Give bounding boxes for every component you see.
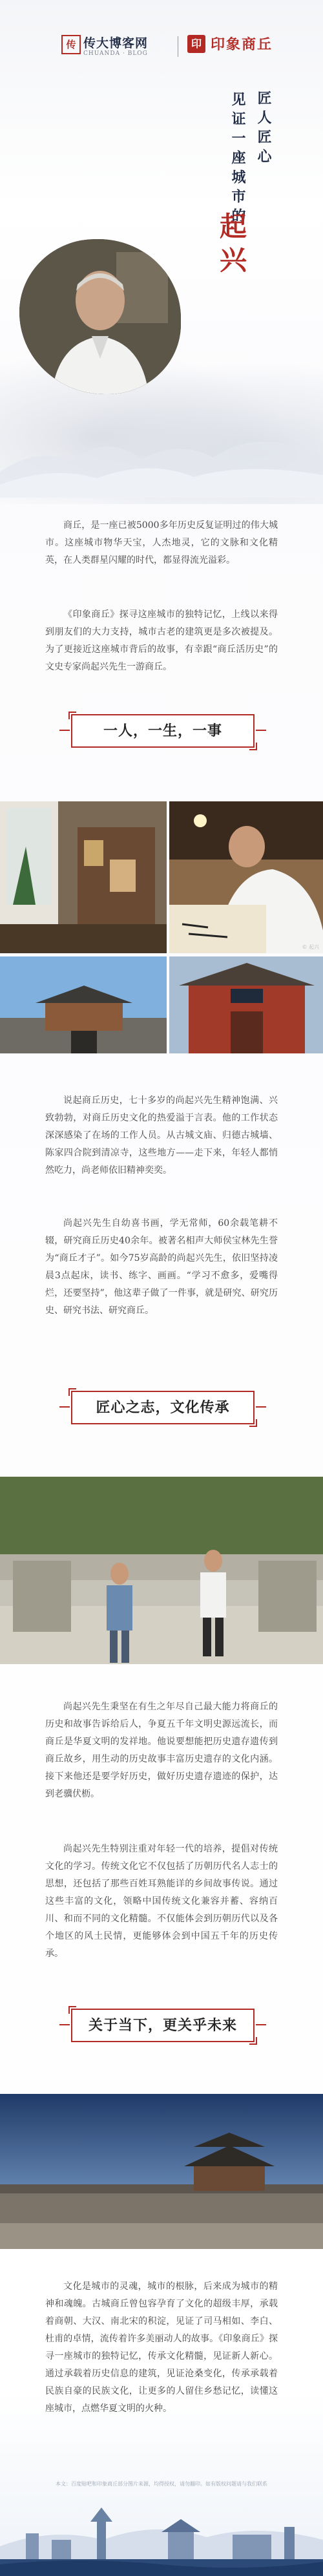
header-brands bbox=[55, 32, 273, 71]
story-paragraph-1: 说起商丘历史，七十多岁的尚起兴先生精神饱满、兴致勃勃，对商丘历史文化的热爱溢于言表。他的工作状态深深感染了在场的工作人员。从古城文庙、归德古城墙、陈家四合院到清凉寺，这些地方——走下来，年轻人都悄然吃力，尚老师依旧精神奕奕。 bbox=[45, 1095, 278, 1176]
banner-corner bbox=[68, 712, 76, 719]
photo-study-room bbox=[0, 801, 167, 953]
section-banner-3 bbox=[71, 2009, 255, 2042]
story-paragraph-2: 尚起兴先生自幼喜书画，学无常师，60余载笔耕不辍，研究商丘历史40余年。被著名相声大师侯宝林先生誉为“商丘才子”。如今75岁高龄的尚起兴先生，依旧坚持凌晨3点起床，读书、练字、画画。“学习不愈多，爱嘴得烂，还要坚持”，他这辈子做了一件事，就是研究、研究历史、研究书法、研究商丘。 bbox=[45, 1218, 278, 1316]
city-gate-image bbox=[0, 956, 167, 1053]
city-wall-image bbox=[0, 2094, 323, 2249]
photo-city-gate bbox=[0, 956, 167, 1053]
intro-paragraph-1: 商丘，是一座已被5000多年历史反复证明过的伟大城市。这座城市物华天宝，人杰地灵，它的文脉和文化精英，在人类群星闪耀的时代，都显得流光溢彩。 bbox=[45, 520, 278, 565]
photo-caption: © 起兴 bbox=[302, 944, 319, 950]
walking-guide-image bbox=[0, 1477, 323, 1664]
brand-right-title: 印象商丘 bbox=[211, 36, 273, 53]
brand-left[interactable] bbox=[61, 32, 152, 61]
banner-3-text: 关于当下，更关乎未来 bbox=[88, 2017, 237, 2034]
section-banner-2 bbox=[71, 1391, 255, 1424]
banner-corner bbox=[68, 1388, 76, 1396]
title-emphasis: 起兴 bbox=[216, 212, 247, 279]
ink-mountains-decoration bbox=[0, 394, 323, 498]
banner-2-text: 匠心之志，文化传承 bbox=[96, 1399, 230, 1416]
brand-right-seal-icon: 印 bbox=[187, 35, 205, 53]
photo-temple-gate bbox=[169, 956, 323, 1053]
footer-skyline-decoration bbox=[0, 2495, 323, 2576]
closing-paragraph: 文化是城市的灵魂，城市的根脉，后来成为城市的精神和魂魄。古城商丘曾包容孕育了文化的超级丰厚，承载着商朝、大汉、南北宋的积淀，见证了司马相如、李白、杜甫的卓情，流传着许多美丽动人的故事。《印象商丘》探寻一座城市的独特记忆，传承文化精髓，见证新人新心。通过承载着历史信息的建筑，见证沧桑变化，传承承载着民族自豪的民族文化，让更多的人留住乡愁记忆，读懂这座城市，点燃华夏文明的火种。 bbox=[45, 2281, 278, 2414]
legacy-paragraph-1: 尚起兴先生秉坚在有生之年尽自己最大能力将商丘的历史和故事告诉给后人，争夏五千年文明史源远流长，而商丘是华夏文明的发祥地。他说要想能把历史遗存遗传到商丘故乡，用生动的历史故事丰富历史遗存的文化内涵。接下来他还是要学好历史，做好历史遗存遗迹的保护，达到老骥伏枥。 bbox=[45, 1702, 278, 1799]
banner-1-text: 一人，一生，一事 bbox=[103, 723, 222, 739]
temple-gate-image bbox=[169, 956, 323, 1053]
photo-walking-guide bbox=[0, 1477, 323, 1664]
title-line-2: 见证一座城市的 bbox=[229, 92, 245, 227]
brand-left-title: 传大博客网 bbox=[83, 36, 149, 50]
banner-corner bbox=[249, 2037, 257, 2045]
brand-left-subtitle: CHUANDA · BLOG bbox=[83, 50, 148, 57]
photo-city-wall bbox=[0, 2094, 323, 2249]
calligraphy-image bbox=[169, 801, 323, 953]
photo-calligraphy bbox=[169, 801, 323, 953]
section-banner-1 bbox=[71, 714, 255, 748]
intro-paragraph-2: 《印象商丘》探寻这座城市的独特记忆，上线以来得到朋友们的大力支持，城市古老的建筑更是多次被提及。为了更接近这座城市背后的故事，有幸跟“商丘活历史”的文史专家尚起兴先生一游商丘。 bbox=[45, 609, 278, 672]
legacy-paragraph-2: 尚起兴先生特别注重对年轻一代的培养，提倡对传统文化的学习。传统文化它不仅包括了历朝历代名人志士的思想，还包括了那些百姓耳熟能详的乡间故事传说。通过这些丰富的文化，领略中国传统文化兼容并蓄、容纳百川、和而不同的文化精髓。不仅能体会到历朝历代以及各个地区的风土民情，更能够体会到中国五千年的历史传承。 bbox=[45, 1844, 278, 1959]
brand-left-seal-icon: 传 bbox=[61, 35, 81, 54]
study-room-image bbox=[0, 801, 167, 953]
title-line-1: 匠人匠心 bbox=[255, 90, 271, 168]
footnote: 本文：百度贴吧和印象商丘部分图片来源，均得授权，请勿翻印。如有版权问题请与我们联系 bbox=[56, 2481, 267, 2487]
banner-corner bbox=[249, 1419, 257, 1427]
banner-corner bbox=[249, 743, 257, 750]
banner-corner bbox=[68, 2006, 76, 2014]
brand-right[interactable] bbox=[187, 32, 273, 61]
